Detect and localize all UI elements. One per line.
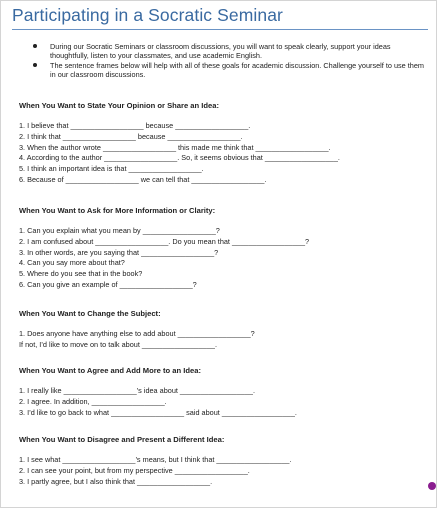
section-state-opinion	[19, 101, 429, 186]
page-title: Participating in a Socratic Seminar	[12, 5, 283, 25]
sentence-frame: 5. Where do you see that in the book?	[19, 269, 143, 279]
sentence-frame: If not, I’d like to move on to talk about __________________.	[19, 339, 217, 349]
bullet-icon	[33, 63, 37, 67]
section-ask-more-info	[19, 206, 429, 291]
section-change-subject	[19, 309, 429, 351]
sentence-frame: 4. Can you say more about that?	[19, 258, 125, 268]
sentence-frame-list	[19, 455, 429, 487]
sentence-frame: 1. I really like __________________’s idea about __________________.	[19, 386, 256, 395]
sentence-frame: 4. According to the author __________________. So, it seems obvious that __________________.	[19, 153, 340, 163]
sentence-frame: 2. I think that __________________ because __________________.	[19, 131, 243, 141]
sentence-frame: 1. Can you explain what you mean by __________________?	[19, 226, 220, 235]
sentence-frame: 6. Because of __________________ we can tell that __________________.	[19, 174, 267, 184]
sentence-frame: 3. I’d like to go back to what __________________ said about __________________.	[19, 407, 297, 417]
sentence-frame: 2. I am confused about __________________. Do you mean that __________________?	[19, 236, 310, 246]
sentence-frame: 1. I believe that __________________ because __________________.	[19, 121, 251, 130]
intro-bullet	[31, 61, 431, 80]
sentence-frame-list	[19, 121, 429, 186]
section-heading: When You Want to Disagree and Present a Different Idea:	[19, 435, 225, 444]
sentence-frame-list	[19, 226, 429, 291]
sentence-frame: 1. I see what __________________’s means, but I think that __________________.	[19, 455, 292, 464]
sentence-frame: 6. Can you give an example of __________________?	[19, 279, 197, 289]
sentence-frame: 5. I think an important idea is that __________________.	[19, 164, 204, 174]
sentence-frame-list	[19, 386, 429, 418]
sentence-frame: 3. When the author wrote __________________ this made me think that __________________.	[19, 142, 331, 152]
intro-bullet-text: During our Socratic Seminars or classroom discussions, you will want to speak clearly, support your ideas thoughtfully, listen to your classmates, and use academic English.	[50, 42, 391, 61]
intro-bullet-list	[31, 42, 431, 79]
sentence-frame: 3. I partly agree, but I also think that __________________.	[19, 476, 213, 486]
sentence-frame: 3. In other words, are you saying that __________________?	[19, 247, 219, 257]
section-heading: When You Want to Change the Subject:	[19, 309, 161, 318]
title-underline	[12, 29, 428, 30]
bullet-icon	[33, 44, 37, 48]
sentence-frame: 2. I agree. In addition, __________________.	[19, 396, 167, 406]
section-heading: When You Want to Agree and Add More to an Idea:	[19, 366, 201, 375]
section-agree-add	[19, 366, 429, 418]
section-heading: When You Want to State Your Opinion or Share an Idea:	[19, 101, 219, 110]
sentence-frame: 1. Does anyone have anything else to add about __________________?	[19, 329, 255, 338]
sentence-frame: 2. I can see your point, but from my perspective __________________.	[19, 465, 250, 475]
section-heading: When You Want to Ask for More Information or Clarity:	[19, 206, 216, 215]
intro-bullet-text: The sentence frames below will help with all of these goals for academic discussion. Challenge yourself to use them in our classroom discussions.	[50, 60, 424, 79]
sentence-frame-list	[19, 329, 429, 351]
intro-bullet	[31, 42, 431, 61]
purple-dot-marker	[428, 482, 436, 490]
section-disagree	[19, 435, 429, 487]
